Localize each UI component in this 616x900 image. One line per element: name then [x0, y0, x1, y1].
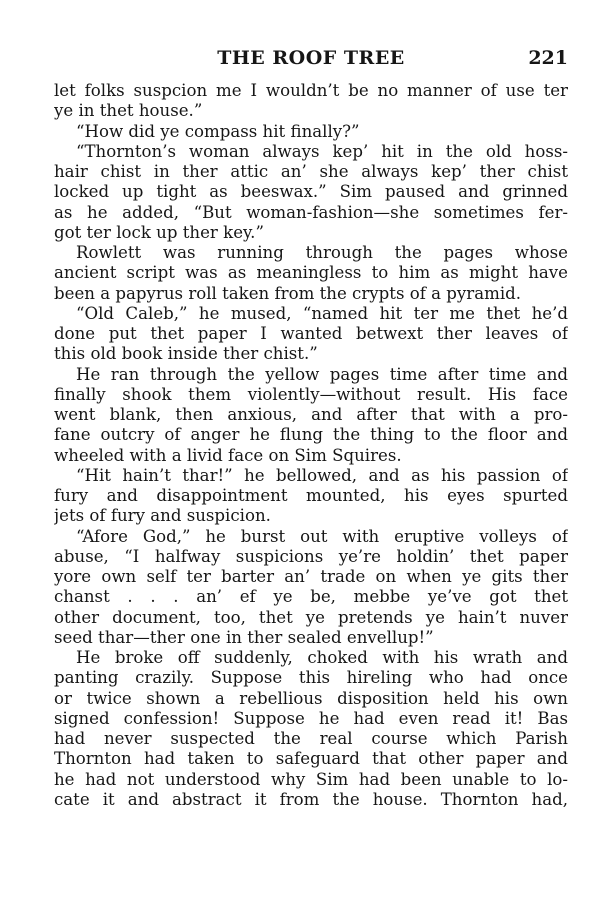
body-text — [54, 81, 568, 810]
text-line: yore own self ter barter an’ trade on when ye gits ther — [54, 567, 568, 586]
text-line: been a papyrus roll taken from the crypts of a pyramid. — [54, 283, 522, 303]
text-line: “How did ye compass hit finally?” — [76, 121, 360, 141]
running-title: THE ROOF TREE — [217, 47, 405, 69]
text-line: jets of fury and suspicion. — [54, 506, 271, 526]
text-line: “Afore God,” he burst out with eruptive volleys of — [76, 526, 568, 546]
text-line: went blank, then anxious, and after that with a pro- — [54, 405, 568, 424]
text-line: or twice shown a rebellious disposition held his own — [54, 688, 568, 708]
text-line: chanst . . . an’ ef ye be, mebbe ye’ve got thet — [54, 587, 568, 607]
page-header — [54, 44, 568, 74]
text-line: finally shook them violently—without result. His face — [54, 384, 568, 404]
text-line: done put thet paper I wanted betwext ther leaves of — [54, 324, 568, 343]
text-line: “Thornton’s woman always kep’ hit in the old hoss- — [76, 141, 568, 161]
text-line: “Old Caleb,” he mused, “named hit ter me thet he’d — [76, 303, 568, 323]
text-line: let folks suspcion me I wouldn’t be no manner of use ter — [54, 81, 568, 100]
text-line: he had not understood why Sim had been unable to lo- — [54, 769, 568, 789]
text-line: fury and disappointment mounted, his eyes spurted — [54, 486, 568, 505]
text-line: He ran through the yellow pages time after time and — [76, 364, 568, 384]
page-number: 221 — [528, 47, 568, 69]
text-line: got ter lock up ther key.” — [54, 222, 264, 242]
text-line: ye in thet house.” — [54, 101, 203, 121]
text-line: signed confession! Suppose he had even read it! Bas — [54, 708, 568, 728]
text-line: Rowlett was running through the pages whose — [76, 243, 568, 262]
text-line: this old book inside ther chist.” — [54, 344, 318, 364]
text-line: other document, too, thet ye pretends ye hain’t nuver — [54, 607, 568, 627]
text-line: panting crazily. Suppose this hireling who had once — [54, 668, 568, 688]
text-line: fane outcry of anger he flung the thing to the floor and — [54, 425, 568, 445]
text-line: wheeled with a livid face on Sim Squires. — [54, 445, 402, 465]
text-line: seed thar—ther one in ther sealed envellup!” — [54, 627, 434, 647]
text-line: locked up tight as beeswax.” Sim paused and grinned — [54, 182, 568, 202]
text-line: Thornton had taken to safeguard that other paper and — [54, 749, 568, 769]
text-line: He broke off suddenly, choked with his wrath and — [76, 648, 568, 667]
text-line: as he added, “But woman-fashion—she sometimes fer- — [54, 202, 568, 222]
text-line: abuse, “I halfway suspicions ye’re holdin’ thet paper — [54, 546, 568, 566]
text-line: had never suspected the real course which Parish — [54, 729, 568, 748]
text-line: cate it and abstract it from the house. Thornton had, — [54, 789, 568, 809]
text-line: ancient script was as meaningless to him as might have — [54, 263, 568, 283]
text-line: hair chist in ther attic an’ she always kep’ ther chist — [54, 162, 568, 181]
text-line: “Hit hain’t thar!” he bellowed, and as his passion of — [76, 465, 568, 485]
